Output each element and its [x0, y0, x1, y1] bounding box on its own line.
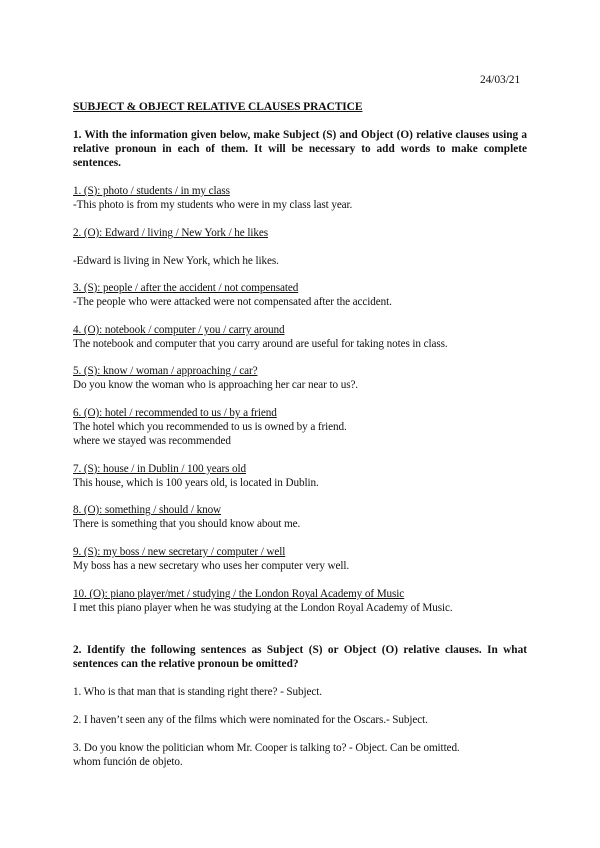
exercise-answer-8: There is something that you should know about me.	[73, 518, 301, 530]
section2-instruction: 2. Identify the following sentences as Subject (S) or Object (O) relative clauses. In what sentences can the relative pronoun be omitted?	[73, 644, 527, 670]
exercise-prompt-9: 9. (S): my boss / new secretary / computer / well	[73, 546, 286, 558]
identify-sentence-3: 3. Do you know the politician whom Mr. Cooper is talking to? - Object. Can be omitted.	[73, 742, 460, 754]
exercise-prompt-3: 3. (S): people / after the accident / not compensated	[73, 282, 299, 294]
exercise-answer-9: My boss has a new secretary who uses her computer very well.	[73, 560, 350, 572]
identify-sentence-1: 1. Who is that man that is standing right there? - Subject.	[73, 686, 322, 698]
exercise-prompt-2: 2. (O): Edward / living / New York / he likes	[73, 227, 268, 239]
section1-instruction: 1. With the information given below, make Subject (S) and Object (O) relative clauses using a relative pronoun in each of them. It will be necessary to add words to make complete sentences.	[73, 129, 527, 169]
document-title: SUBJECT & OBJECT RELATIVE CLAUSES PRACTICE	[73, 101, 363, 113]
exercise-answer-2: -Edward is living in New York, which he likes.	[73, 255, 279, 267]
identify-sentence-3-note: whom función de objeto.	[73, 756, 183, 768]
exercise-answer-3: -The people who were attacked were not compensated after the accident.	[73, 296, 392, 308]
exercise-answer-5: Do you know the woman who is approaching her car near to us?.	[73, 379, 359, 391]
exercise-prompt-4: 4. (O): notebook / computer / you / carry around	[73, 324, 285, 336]
exercise-answer-7: This house, which is 100 years old, is located in Dublin.	[73, 477, 319, 489]
exercise-prompt-8: 8. (O): something / should / know	[73, 504, 222, 516]
exercise-prompt-7: 7. (S): house / in Dublin / 100 years old	[73, 463, 247, 475]
identify-sentence-2: 2. I haven’t seen any of the films which were nominated for the Oscars.- Subject.	[73, 714, 428, 726]
exercise-prompt-5: 5. (S): know / woman / approaching / car?	[73, 365, 258, 377]
exercise-answer-1: -This photo is from my students who were in my class last year.	[73, 199, 353, 211]
exercise-answer-10: I met this piano player when he was studying at the London Royal Academy of Music.	[73, 602, 453, 614]
exercise-prompt-10: 10. (O): piano player/met / studying / the London Royal Academy of Music	[73, 588, 405, 600]
document-date: 24/03/21	[480, 74, 521, 86]
exercise-answer-4: The notebook and computer that you carry around are useful for taking notes in class.	[73, 338, 448, 350]
exercise-prompt-1: 1. (S): photo / students / in my class	[73, 185, 230, 197]
exercise-answer-6: The hotel which you recommended to us is owned by a friend.	[73, 421, 347, 433]
exercise-answer-6-note: where we stayed was recommended	[73, 435, 231, 447]
exercise-prompt-6: 6. (O): hotel / recommended to us / by a friend	[73, 407, 277, 419]
